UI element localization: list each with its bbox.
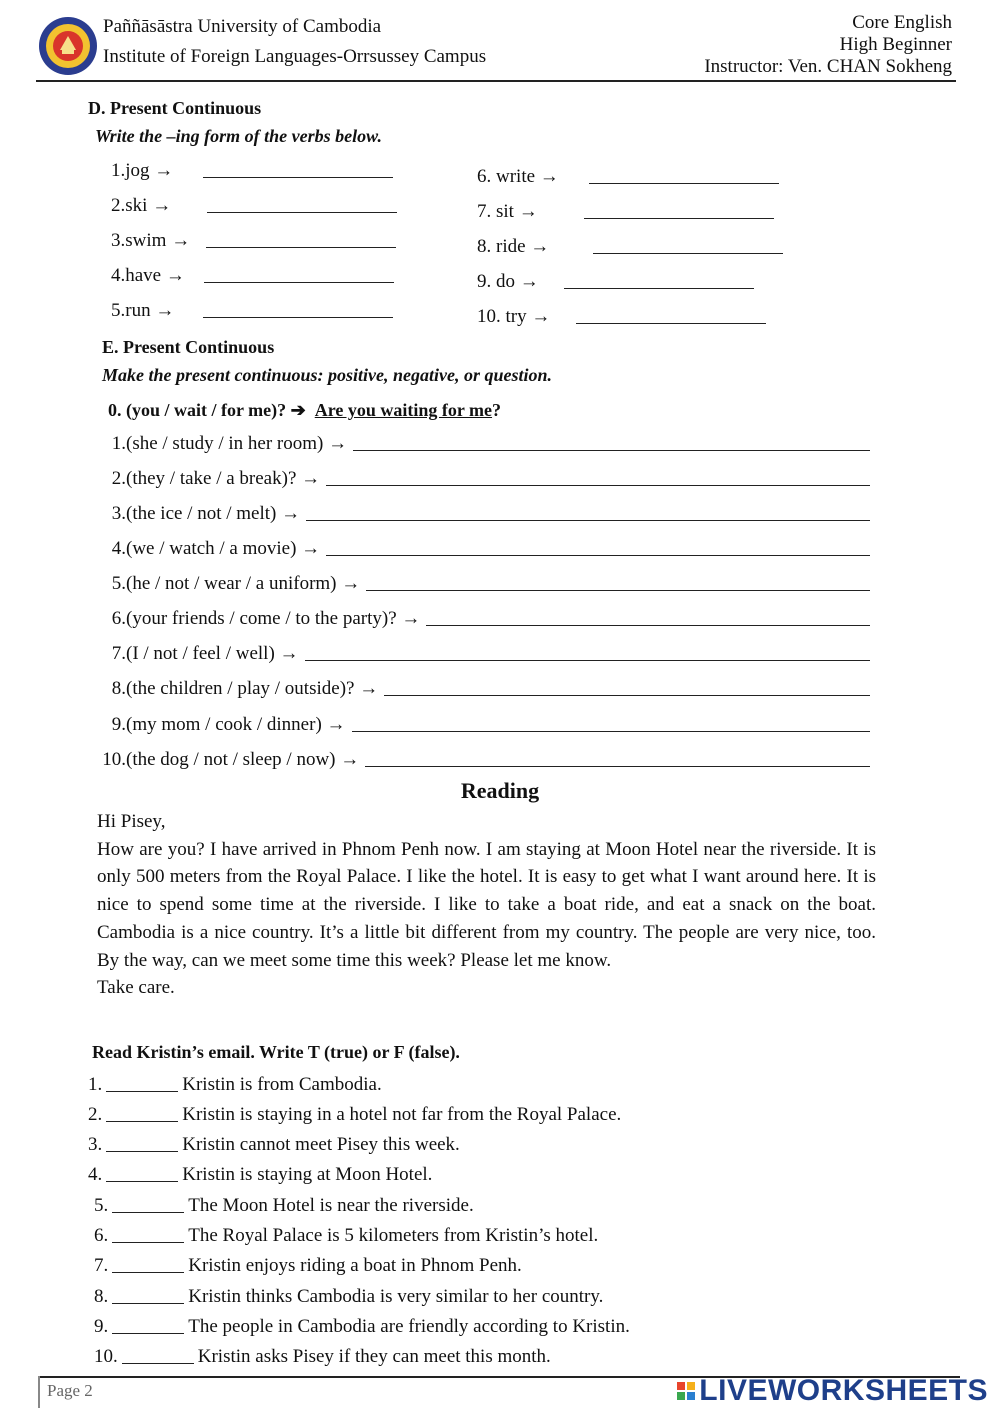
tf-item: 9. The people in Cambodia are friendly according to Kristin. [94,1316,630,1337]
sentence-prompt: (we / watch / a movie) [126,538,297,559]
course-name: Core English [852,12,952,33]
answer-line[interactable] [326,539,870,556]
answer-blank[interactable] [207,196,397,213]
arrow-icon: → [518,201,538,222]
answer-line[interactable] [366,574,870,591]
reading-title: Reading [460,778,540,803]
arrow-icon: → [531,306,551,327]
tf-item: 8. Kristin thinks Cambodia is very similar to her country. [94,1286,604,1307]
tf-answer-blank[interactable] [112,1227,184,1243]
verb-word: jog [125,160,150,181]
arrow-icon: → [171,230,191,251]
tf-statement: Kristin is from Cambodia. [182,1074,382,1095]
arrow-icon: ➔ [290,400,306,420]
answer-blank[interactable] [206,231,396,248]
answer-line[interactable] [353,434,870,451]
liveworksheets-logo[interactable] [677,1374,988,1408]
verb-item: 7. sit → [477,201,774,223]
example-prompt: 0. (you / wait / for me)? [108,400,287,420]
university-name: Paññāsāstra University of Cambodia [103,16,382,37]
sentence-item: 3. (the ice / not / melt) → [98,503,870,525]
verb-word: write [496,166,536,187]
email-body: How are you? I have arrived in Phnom Penh now. I am staying at Moon Hotel near the riverside. It is only 500 meters from the Royal Palace. I like the hotel. It is easy to get what I want around here. It is nice to spend some time at the riverside. I like to take a boat ride, and eat a snack on the boat. Cambodia is a nice country. It’s a little bit different from my country. The people are very nice, too. By the way, can we meet some time this week? Please let me know. [97,838,876,971]
tf-answer-blank[interactable] [112,1197,184,1213]
sentence-item: 4. (we / watch / a movie) → [98,538,870,560]
arrow-icon: → [301,538,321,559]
sentence-prompt: (I / not / feel / well) [126,643,275,664]
verb-word: sit [496,201,514,222]
answer-blank[interactable] [204,266,394,283]
email-closing: Take care. [97,977,175,999]
tf-statement: The Moon Hotel is near the riverside. [188,1195,474,1216]
tf-item: 10. Kristin asks Pisey if they can meet this month. [94,1346,551,1367]
tf-statement: The people in Cambodia are friendly according to Kristin. [188,1316,630,1337]
tf-item: 6. The Royal Palace is 5 kilometers from Kristin’s hotel. [94,1225,599,1246]
verb-item: 2.ski → [111,195,397,217]
tf-answer-blank[interactable] [112,1318,184,1334]
tf-answer-blank[interactable] [106,1136,178,1152]
sentence-item: 1. (she / study / in her room) → [98,433,870,455]
tf-answer-blank[interactable] [112,1257,184,1273]
verb-item: 5.run → [111,300,393,322]
answer-line[interactable] [326,469,870,486]
answer-blank[interactable] [564,272,754,289]
sentence-item: 5. (he / not / wear / a uniform) → [98,573,870,595]
campus-name: Institute of Foreign Languages-Orrsussey Campus [103,46,487,67]
arrow-icon: → [279,643,299,664]
tf-answer-blank[interactable] [106,1166,178,1182]
sentence-prompt: (your friends / come / to the party)? [126,608,397,629]
arrow-icon: → [281,503,301,524]
verb-item: 10. try → [477,306,766,328]
sentence-item: 8. (the children / play / outside)? → [98,678,870,700]
header-divider [36,80,956,82]
verb-item: 9. do → [477,271,754,293]
sentence-prompt: (the children / play / outside)? [126,678,355,699]
arrow-icon: → [152,195,172,216]
verb-item: 1.jog → [111,160,393,182]
instructor: Instructor: Ven. CHAN Sokheng [704,56,952,77]
sentence-item: 7. (I / not / feel / well) → [98,643,870,665]
tf-statement: The Royal Palace is 5 kilometers from Kristin’s hotel. [188,1225,599,1246]
liveworksheets-grid-icon [677,1382,695,1400]
sentence-item: 10. (the dog / not / sleep / now) → [98,749,870,771]
arrow-icon: → [539,166,559,187]
answer-line[interactable] [426,609,870,626]
tf-answer-blank[interactable] [112,1288,184,1304]
section-e-instruction: Make the present continuous: positive, negative, or question. [102,365,553,385]
verb-item: 4.have → [111,265,394,287]
answer-blank[interactable] [589,167,779,184]
verb-item: 6. write → [477,166,779,188]
arrow-icon: → [154,160,174,181]
verb-word: ski [125,195,148,216]
course-header [704,12,952,78]
tf-item: 2. Kristin is staying in a hotel not far from the Royal Palace. [88,1104,622,1125]
answer-line[interactable] [384,679,870,696]
brand-name: LIVEWORKSHEETS [699,1374,988,1407]
arrow-icon: → [401,608,421,629]
answer-line[interactable] [352,715,870,732]
tf-item: 1. Kristin is from Cambodia. [88,1074,382,1095]
answer-blank[interactable] [576,307,766,324]
sentence-prompt: (my mom / cook / dinner) [126,714,322,735]
tf-answer-blank[interactable] [106,1106,178,1122]
answer-blank[interactable] [584,202,774,219]
tf-statement: Kristin is staying in a hotel not far from the Royal Palace. [182,1104,622,1125]
answer-blank[interactable] [203,161,393,178]
arrow-icon: → [155,300,175,321]
verb-word: do [496,271,515,292]
sentence-prompt: (the ice / not / melt) [126,503,277,524]
true-false-instruction: Read Kristin’s email. Write T (true) or F (false). [92,1042,460,1062]
course-level: High Beginner [839,34,952,55]
sentence-item: 6. (your friends / come / to the party)? → [98,608,870,630]
tf-item: 7. Kristin enjoys riding a boat in Phnom Penh. [94,1255,522,1276]
sentence-item: 2. (they / take / a break)? → [98,468,870,490]
sentence-prompt: (the dog / not / sleep / now) [126,749,336,770]
answer-blank[interactable] [593,237,783,254]
answer-blank[interactable] [203,301,393,318]
sentence-prompt: (she / study / in her room) [126,433,324,454]
arrow-icon: → [326,714,346,735]
section-d-instruction: Write the –ing form of the verbs below. [95,126,382,146]
arrow-icon: → [340,749,360,770]
tf-statement: Kristin thinks Cambodia is very similar to her country. [188,1286,604,1307]
section-e-title: E. Present Continuous [102,337,275,357]
arrow-icon: → [301,468,321,489]
arrow-icon: → [328,433,348,454]
tf-statement: Kristin enjoys riding a boat in Phnom Penh. [188,1255,522,1276]
verb-word: have [125,265,162,286]
tf-item: 5. The Moon Hotel is near the riverside. [94,1195,474,1216]
tf-item: 4. Kristin is staying at Moon Hotel. [88,1164,433,1185]
tf-item: 3. Kristin cannot meet Pisey this week. [88,1134,460,1155]
page-number: Page 2 [47,1381,93,1400]
verb-word: swim [125,230,167,251]
example-item: 0. (you / wait / for me)? ➔ Are you waiting for me? [108,400,502,420]
verb-word: run [125,300,151,321]
verb-item: 3.swim → [111,230,396,252]
arrow-icon: → [359,678,379,699]
footer-margin-bar [38,1376,40,1408]
answer-line[interactable] [306,504,870,521]
institution-header [103,12,486,72]
sentence-prompt: (they / take / a break)? [126,468,297,489]
tf-statement: Kristin asks Pisey if they can meet this month. [197,1346,551,1367]
university-seal-icon [38,16,98,76]
tf-statement: Kristin cannot meet Pisey this week. [182,1134,460,1155]
verb-word: try [505,306,527,327]
tf-statement: Kristin is staying at Moon Hotel. [182,1164,433,1185]
verb-item: 8. ride → [477,236,783,258]
arrow-icon: → [341,573,361,594]
email-greeting: Hi Pisey, [97,811,166,832]
reading-passage [97,808,876,1002]
arrow-icon: → [165,265,185,286]
sentence-item: 9. (my mom / cook / dinner) → [98,714,870,736]
tf-answer-blank[interactable] [122,1348,194,1364]
answer-line[interactable] [365,750,870,767]
verb-word: ride [496,236,526,257]
sentence-prompt: (he / not / wear / a uniform) [126,573,337,594]
tf-answer-blank[interactable] [106,1076,178,1092]
section-d-title: D. Present Continuous [88,98,262,118]
arrow-icon: → [519,271,539,292]
arrow-icon: → [530,236,550,257]
answer-line[interactable] [305,644,870,661]
example-answer: Are you waiting for me [314,400,493,420]
